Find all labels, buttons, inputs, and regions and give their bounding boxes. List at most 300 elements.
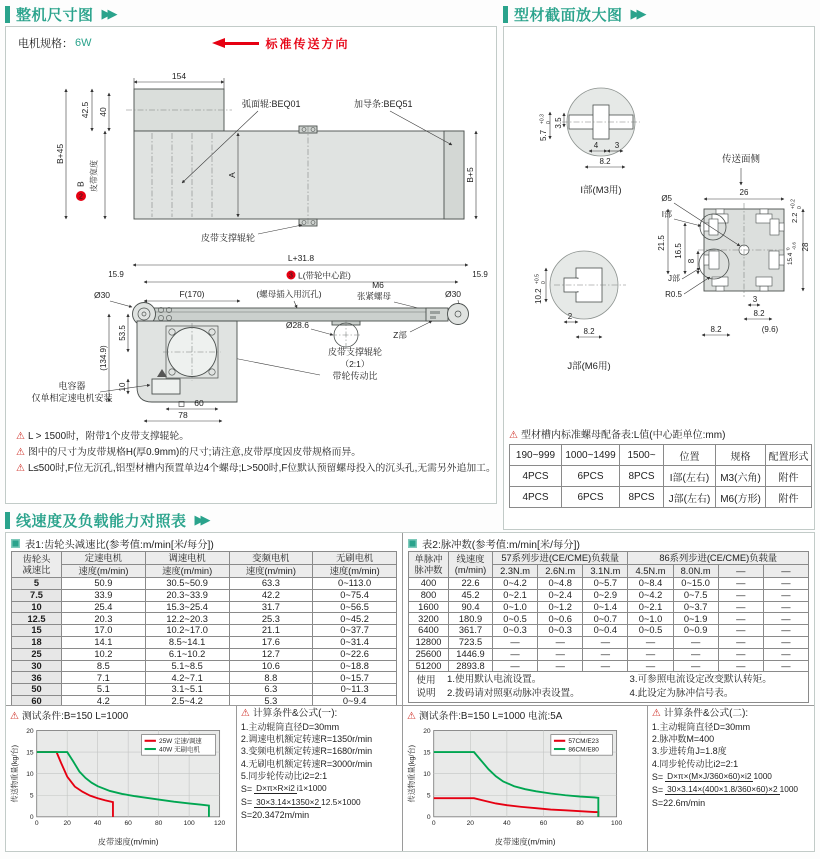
cell: 25.4 (62, 601, 146, 613)
svg-text:60: 60 (124, 820, 132, 828)
footnote-2-digit: 2 (79, 193, 83, 201)
dim-1349: (134.9) (99, 345, 108, 371)
cell: 1500~ (620, 445, 664, 466)
cell: 10 (12, 601, 62, 613)
cell: 6PCS (562, 466, 620, 487)
cell: 4PCS (510, 487, 562, 508)
warning-icon: ⚠ (16, 431, 25, 442)
y-axis-label: 传送物重量(kg/台) (10, 744, 20, 803)
cell: 14.1 (62, 636, 146, 648)
header-bar (5, 512, 10, 529)
section2-title: 型材截面放大图 (514, 6, 623, 24)
svg-text:10: 10 (26, 771, 34, 779)
table-row (409, 613, 809, 625)
cell: 45.2 (449, 589, 493, 601)
dim-8: 8 (687, 258, 696, 264)
nut-table-block (504, 427, 814, 508)
cell: 2893.8 (449, 660, 493, 672)
capacitor-note: 仅单相定速电机安装 (31, 393, 113, 403)
cell: 0~22.6 (313, 648, 397, 660)
cell: 0~56.5 (313, 601, 397, 613)
square-bullet-icon (11, 539, 20, 548)
cell: 20.3 (62, 613, 146, 625)
i-part-label: I部 (661, 210, 672, 219)
svg-text:40W 无刷电机: 40W 无刷电机 (158, 746, 200, 754)
svg-text:80: 80 (576, 820, 584, 828)
cell: 1600 (409, 601, 449, 613)
formula-condition: 4.同步轮传动比i2=2:1 (651, 758, 739, 769)
dim-b: B (75, 181, 86, 187)
section2-box (503, 26, 815, 530)
cell: M6(方形) (716, 487, 766, 508)
overall-dimension-section (5, 4, 497, 504)
cell: 50 (12, 684, 62, 696)
cell: 10.6 (229, 660, 313, 672)
cell: — (583, 648, 628, 660)
cell: 0~75.4 (313, 589, 397, 601)
drawing-notes (6, 427, 496, 477)
cell: 4PCS (510, 466, 562, 487)
formula-condition: 5.同步轮传动比i2=2:1 (240, 770, 328, 781)
table2-title: 表2:脉冲数(参考值:m/min[米/每分]) (408, 535, 809, 551)
dim-b5: B+5 (465, 167, 475, 183)
cell: 10.2~17.0 (145, 625, 229, 637)
side-view (31, 253, 488, 421)
table-row (12, 695, 397, 705)
cell: 18 (12, 636, 62, 648)
dim-82-left: 8.2 (710, 325, 722, 334)
section1-title: 整机尺寸图 (16, 6, 94, 24)
cell: 42.2 (229, 589, 313, 601)
cell: 0~0.6 (538, 613, 583, 625)
cell: — (718, 625, 763, 637)
cell: 361.7 (449, 625, 493, 637)
table-row (409, 589, 809, 601)
table-row (12, 613, 397, 625)
cell: 50.9 (62, 578, 146, 590)
table1-block (6, 533, 403, 705)
tol-154-upper: 0 (785, 247, 791, 250)
cell: — (718, 589, 763, 601)
load-capacity-chart-2 (407, 722, 631, 850)
section1-box (5, 26, 497, 504)
dim-4: 4 (593, 141, 599, 150)
warning-icon: ⚠ (10, 711, 19, 722)
cell: 0~0.3 (493, 625, 538, 637)
tension-nut-label: 张紧螺母 (356, 291, 392, 301)
svg-text:5: 5 (29, 792, 34, 800)
profile-cross-section (657, 153, 810, 335)
cell: 0~15.0 (673, 578, 718, 590)
cell: 180.9 (449, 613, 493, 625)
cell: 0~1.9 (673, 613, 718, 625)
cell: — (763, 660, 808, 672)
dim-l-label: L(带轮中心距) (298, 270, 351, 281)
warning-icon: ⚠ (509, 430, 518, 441)
section3-header (5, 510, 815, 530)
dim-82-right: 8.2 (753, 309, 765, 318)
cell: — (763, 613, 808, 625)
cell: — (538, 636, 583, 648)
svg-text:60: 60 (539, 820, 548, 828)
cell: 0~2.1 (493, 589, 538, 601)
motor-spec-value: 6W (75, 37, 92, 49)
cell: 6.3 (229, 684, 313, 696)
speed-load-section (5, 510, 815, 852)
cell: 0~2.9 (583, 589, 628, 601)
cell: 5.1 (62, 684, 146, 696)
dimension-drawing (6, 55, 496, 427)
cell: 0~0.3 (538, 625, 583, 637)
cell: 3200 (409, 613, 449, 625)
dim-2: 2 (567, 312, 573, 321)
cell: 25 (12, 648, 62, 660)
svg-text:15: 15 (26, 749, 34, 757)
cell: 190~999 (510, 445, 562, 466)
table-row (409, 660, 809, 672)
table-row (12, 589, 397, 601)
warning-icon: ⚠ (16, 463, 25, 474)
dim-96: (9.6) (761, 325, 779, 334)
footnote-3-digit: 3 (289, 272, 293, 280)
cell: — (763, 578, 808, 590)
table-row (510, 445, 812, 466)
capacitor-label: 电容器 (58, 381, 86, 391)
svg-text:10: 10 (423, 771, 431, 779)
svg-text:0: 0 (426, 814, 431, 822)
arc-roller-label: 弧面辊:BEQ01 (242, 99, 301, 109)
cell: 0~113.0 (313, 578, 397, 590)
table-row (409, 578, 809, 590)
cell: 0~1.0 (628, 613, 673, 625)
formula-condition: 3.步进转角J=1.8度 (651, 746, 727, 757)
formula-condition: 1.主动辊筒直径D=30mm (240, 722, 340, 732)
guide-strip-label: 加导条:BEQ51 (354, 99, 413, 109)
table2-block (403, 533, 814, 705)
cell: — (628, 648, 673, 660)
dim-d30-left: Ø30 (93, 290, 111, 300)
belt-support-roller-label: 皮带支撑辊轮 (200, 233, 256, 243)
cell: — (718, 578, 763, 590)
detail-i-caption: I部(M3用) (580, 185, 622, 196)
svg-text:0: 0 (29, 814, 34, 822)
cell: 0~45.2 (313, 613, 397, 625)
j-part-label: J部 (668, 274, 680, 283)
section3-title: 线速度及负载能力对照表 (16, 512, 187, 530)
cell: — (718, 601, 763, 613)
dim-159-right: 15.9 (472, 270, 488, 279)
cell: 30.5~50.9 (145, 578, 229, 590)
cell: — (493, 660, 538, 672)
svg-text:0: 0 (431, 820, 436, 828)
cell: 21.1 (229, 625, 313, 637)
formula-condition: 1.主动辊筒直径D=30mm (651, 722, 751, 732)
conveying-face-label: 传送面侧 (721, 154, 761, 165)
dim-102: 10.2 (534, 288, 543, 304)
dim-215: 21.5 (657, 235, 666, 251)
cell: I部(左右) (664, 466, 716, 487)
cell: 0~15.7 (313, 672, 397, 684)
cell: 8PCS (620, 466, 664, 487)
dim-b45: B+45 (55, 143, 65, 165)
cell: — (763, 589, 808, 601)
dim-42-5: 42.5 (80, 101, 90, 119)
svg-text:15: 15 (423, 749, 431, 757)
cell: — (673, 660, 718, 672)
cell: — (493, 636, 538, 648)
cell: 8.8 (229, 672, 313, 684)
cell: — (628, 636, 673, 648)
cell: 5 (12, 578, 62, 590)
section1-header (5, 4, 497, 24)
formula-result: S=22.6m/min (651, 798, 706, 809)
cell: 0~2.1 (628, 601, 673, 613)
svg-text:40: 40 (93, 820, 102, 828)
warning-icon: ⚠ (240, 708, 250, 719)
cell: 0~0.7 (583, 613, 628, 625)
cell: 4.2~7.1 (145, 672, 229, 684)
svg-text:20: 20 (63, 820, 71, 828)
cell: 0~5.7 (583, 578, 628, 590)
cell: 10.2 (62, 648, 146, 660)
cell: 0~0.4 (583, 625, 628, 637)
belt-width-label: 皮带宽度 (89, 160, 99, 192)
cell: 5.1~8.5 (145, 660, 229, 672)
dim-165: 16.5 (674, 243, 683, 259)
cell: 31.7 (229, 601, 313, 613)
formula-condition: 3.变频电机额定转速R=1680r/min (240, 746, 373, 757)
cell: 0~1.4 (583, 601, 628, 613)
cell: 723.5 (449, 636, 493, 648)
test-condition-2: ⚠ 测试条件:B=150 L=1000 电流:5A (407, 711, 563, 722)
plan-view (55, 71, 476, 243)
cell: 12800 (409, 636, 449, 648)
cell: 6.1~10.2 (145, 648, 229, 660)
table-row (12, 625, 397, 637)
cell: 8.5~14.1 (145, 636, 229, 648)
dim-82: 8.2 (599, 157, 611, 166)
direction-arrow-icon (212, 38, 259, 48)
dim-d5: Ø5 (661, 194, 672, 203)
formula-result: S=20.3472m/min (240, 810, 310, 821)
z-part-label: Z部 (393, 330, 407, 340)
cell: 22.6 (449, 578, 493, 590)
cell: 17.6 (229, 636, 313, 648)
pulley-ratio-label: 带轮传动比 (332, 371, 378, 381)
cell: 2.5~4.2 (145, 695, 229, 705)
svg-text:5: 5 (426, 792, 431, 800)
cell: 0~4.2 (493, 578, 538, 590)
cell: 4.2 (62, 695, 146, 705)
cell: 7.1 (62, 672, 146, 684)
svg-text:86CM/E80: 86CM/E80 (568, 746, 599, 754)
cell: 0~18.8 (313, 660, 397, 672)
nut-config-table (509, 444, 812, 508)
cell: 33.9 (62, 589, 146, 601)
pulley-ratio-value: （2:1） (340, 359, 370, 369)
test-condition-1: ⚠ 测试条件:B=150 L=1000 (10, 711, 129, 722)
dim-78: 78 (178, 410, 188, 420)
cell: — (538, 648, 583, 660)
dim-f170: F(170) (179, 289, 205, 299)
dim-57: 5.7 (539, 129, 548, 141)
cell: 0~9.4 (313, 695, 397, 705)
cell: — (718, 636, 763, 648)
cell: — (583, 636, 628, 648)
cell: — (763, 648, 808, 660)
tol-57-lower: 0 (545, 121, 552, 124)
cell: 63.3 (229, 578, 313, 590)
cell: 25.3 (229, 613, 313, 625)
svg-text:20: 20 (26, 727, 34, 735)
cell: — (718, 660, 763, 672)
cell: 90.4 (449, 601, 493, 613)
dim-60: 60 (194, 398, 204, 408)
formula-1-title: ⚠ 计算条件&公式(一): (240, 708, 338, 719)
cell: 0~0.5 (493, 613, 538, 625)
cell: 0~11.3 (313, 684, 397, 696)
formula-2-title: ⚠ 计算条件&公式(二): (651, 708, 749, 719)
dim-40: 40 (98, 107, 108, 117)
cell: — (493, 648, 538, 660)
dim-d286: Ø28.6 (285, 320, 309, 330)
detail-j-caption: J部(M6用) (567, 361, 611, 372)
svg-text:120: 120 (214, 820, 226, 828)
cell: — (583, 660, 628, 672)
cell: 附件 (766, 466, 812, 487)
cell: 800 (409, 589, 449, 601)
cell: 7.5 (12, 589, 62, 601)
dim-3-profile: 3 (752, 295, 758, 304)
cell: — (763, 625, 808, 637)
formula-condition: 2.调速电机额定转速R=1350r/min (240, 734, 373, 745)
cell: 6PCS (562, 487, 620, 508)
cell: 51200 (409, 660, 449, 672)
dim-d30-right: Ø30 (444, 289, 462, 299)
profile-section (503, 4, 815, 530)
table-row (12, 660, 397, 672)
header-bar (503, 6, 508, 23)
table-row (409, 648, 809, 660)
cell: 12.5 (12, 613, 62, 625)
tol-22-upper: +0.2 (790, 199, 797, 209)
detail-j (534, 251, 626, 372)
cell: — (763, 601, 808, 613)
tol-102-lower: 0 (540, 281, 547, 284)
table-row (409, 625, 809, 637)
dim-28: 28 (801, 242, 810, 252)
svg-text:57CM/E23: 57CM/E23 (568, 738, 599, 746)
dim-22: 2.2 (790, 212, 799, 223)
warning-icon: ⚠ (16, 447, 25, 458)
load-chart-2-block (403, 706, 648, 852)
cell: 0~8.4 (628, 578, 673, 590)
cell: 位置 (664, 445, 716, 466)
direction-label: 标准传送方向 (265, 36, 350, 51)
warning-icon: ⚠ (651, 708, 661, 719)
counterbore-label: (螺母插入用沉孔) (256, 289, 322, 299)
cell: 0~7.5 (673, 589, 718, 601)
tol-22-lower: 0 (796, 206, 803, 209)
tol-57-upper: +0.3 (539, 114, 546, 124)
note-line: ⚠ L > 1500时，附带1个皮带支撑辊轮。 (16, 431, 190, 442)
table1-title: 表1:齿轮头减速比(参考值:m/min[米/每分]) (11, 535, 397, 551)
note-line: ⚠ 图中的尺寸为皮带规格H(厚0.9mm)的尺寸;请注意,皮带厚度因皮带规格而异。 (16, 447, 362, 458)
cell: 规格 (716, 445, 766, 466)
tol-102-upper: +0.5 (534, 274, 541, 284)
cell: 0~31.4 (313, 636, 397, 648)
svg-text:100: 100 (183, 820, 195, 828)
formula-condition: 2.脉冲数M=400 (651, 734, 715, 745)
cell: 6400 (409, 625, 449, 637)
y-axis-label: 传送物重量(kg/台) (407, 744, 417, 803)
table-row (12, 672, 397, 684)
cell: 30 (12, 660, 62, 672)
formula-fraction: S= 30×3.14×(400×1.8/360×60)×2 1000 (651, 784, 799, 796)
cell: 3.1~5.1 (145, 684, 229, 696)
cell: 0~1.2 (538, 601, 583, 613)
cell: — (628, 660, 673, 672)
svg-text:20: 20 (423, 727, 431, 735)
cell: 0~37.7 (313, 625, 397, 637)
formula-condition: 4.无刷电机额定转速R=3000r/min (240, 758, 373, 769)
cell: 15.3~25.4 (145, 601, 229, 613)
svg-text:100: 100 (611, 820, 623, 828)
cell: 17.0 (62, 625, 146, 637)
formula-fraction: S= D×π×R×i2 i1×1000 (240, 783, 327, 795)
motor-spec-label: 电机规格： (18, 38, 73, 50)
nut-table-title: ⚠ 型材槽内标准螺母配备表:L值(中心距单位:mm) (509, 430, 726, 441)
formula-2-block (648, 706, 814, 852)
motor-spec-row (6, 27, 496, 55)
usage-notes: 使用 说明 1.使用默认电流设置。 2.拨码请对照驱动脉冲表设置。 3.可参照电流设定改变默认转矩。 4.此设定为脉冲信号表。 (408, 672, 809, 703)
x-axis-label: 皮带速度(m/min) (494, 837, 556, 847)
cell: 0~4.8 (538, 578, 583, 590)
cell: — (673, 636, 718, 648)
x-axis-label: 皮带速度(m/min) (97, 837, 159, 847)
cell: 附件 (766, 487, 812, 508)
dim-l318: L+31.8 (287, 253, 315, 263)
cell: 25600 (409, 648, 449, 660)
belt-support-roller-label-2: 皮带支撑辊轮 (327, 347, 383, 357)
m6-label: M6 (372, 280, 384, 290)
cell: J部(左右) (664, 487, 716, 508)
cell: 12.7 (229, 648, 313, 660)
section2-header (503, 4, 815, 24)
table-row (12, 578, 397, 590)
cell: 8PCS (620, 487, 664, 508)
cell: — (538, 660, 583, 672)
cell: 20.3~33.9 (145, 589, 229, 601)
gear-ratio-table: 齿轮头 减速比 定速电机 调速电机 变频电机 无刷电机 速度(m/min) 速度(m/min) 速度(m/min) 速度(m/min) 5 50.9 30.5~50.9 63.3 0~113.0 7.5 33.9 20.3~33.9 42.2 0~75.4 10 25.4 15.3~25.4 31.7 0~56.5 12.5 20.3 12.2~20.3 25.3 0~45.2 15 17.0 10.2~17.0 21.1 0~37.7 18 14.1 8.5~14.1 17.6 0~31.4 25 10.2 6.1~10.2 12.7 0~22.6 30 8.5 5.1~8.5 10.6 0~18.8 36 7.1 4.2~7.1 8.8 0~15.7 50 5.1 3.1~5.1 6.3 0~11.3 60 4.2 2.5~4.2 5.3 0~9.4 (11, 551, 397, 705)
section3-box (5, 532, 815, 852)
chevron-icon: ▶▶ (101, 6, 114, 21)
table-row (12, 636, 397, 648)
dim-10: 10 (118, 382, 127, 392)
cell: — (763, 636, 808, 648)
cell: 0~0.9 (673, 625, 718, 637)
dim-a: A (227, 172, 237, 178)
dim-3: 3 (614, 141, 620, 150)
cell: 1000~1499 (562, 445, 620, 466)
header-bar (5, 6, 10, 23)
svg-text:20: 20 (466, 820, 475, 828)
chevron-icon: ▶▶ (194, 512, 207, 527)
svg-text:25W 定速/调速: 25W 定速/调速 (158, 738, 202, 746)
note-line: ⚠ L≤500时,F位无沉孔,铝型材槽内预置单边4个螺母;L>500时,F位默认预留螺母投入的沉头孔,无需另外追加工。 (16, 463, 496, 474)
table-row (510, 466, 812, 487)
load-chart-1-block (6, 706, 237, 852)
